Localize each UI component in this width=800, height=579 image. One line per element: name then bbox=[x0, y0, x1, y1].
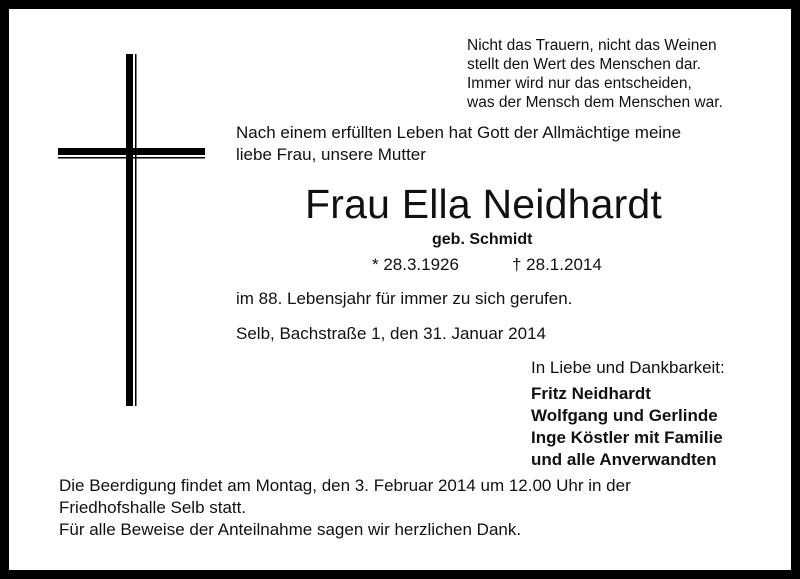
deceased-name: Frau Ella Neidhardt bbox=[305, 181, 663, 227]
poem-line: Immer wird nur das entscheiden, bbox=[467, 75, 692, 92]
mourner-name: Fritz Neidhardt bbox=[531, 384, 651, 403]
birth-date: * 28.3.1926 bbox=[372, 255, 459, 274]
mourner-name: Wolfgang und Gerlinde bbox=[531, 406, 718, 425]
mourner-name: und alle Anverwandten bbox=[531, 450, 717, 469]
cross-icon bbox=[55, 54, 205, 406]
funeral-line: Friedhofshalle Selb statt. bbox=[59, 498, 247, 517]
thanks-heading: In Liebe und Dankbarkeit: bbox=[531, 358, 725, 377]
mourners-list bbox=[531, 383, 723, 471]
place-date: Selb, Bachstraße 1, den 31. Januar 2014 bbox=[236, 324, 546, 343]
poem-line: stellt den Wert des Menschen dar. bbox=[467, 56, 702, 73]
poem bbox=[467, 36, 723, 112]
called-home-text: im 88. Lebensjahr für immer zu sich gerufen. bbox=[236, 289, 573, 308]
closing-thanks: Für alle Beweise der Anteilnahme sagen wir herzlichen Dank. bbox=[59, 520, 522, 539]
death-date: † 28.1.2014 bbox=[512, 255, 602, 274]
intro-text bbox=[236, 122, 681, 166]
intro-line: Nach einem erfüllten Leben hat Gott der Allmächtige meine bbox=[236, 123, 682, 142]
poem-line: was der Mensch dem Menschen war. bbox=[467, 94, 723, 111]
poem-line: Nicht das Trauern, nicht das Weinen bbox=[467, 37, 717, 54]
funeral-line: Die Beerdigung findet am Montag, den 3. Februar 2014 um 12.00 Uhr in der bbox=[59, 476, 631, 495]
mourner-name: Inge Köstler mit Familie bbox=[531, 428, 723, 447]
funeral-info bbox=[59, 475, 631, 519]
intro-line: liebe Frau, unsere Mutter bbox=[236, 145, 426, 164]
maiden-name: geb. Schmidt bbox=[432, 231, 533, 248]
